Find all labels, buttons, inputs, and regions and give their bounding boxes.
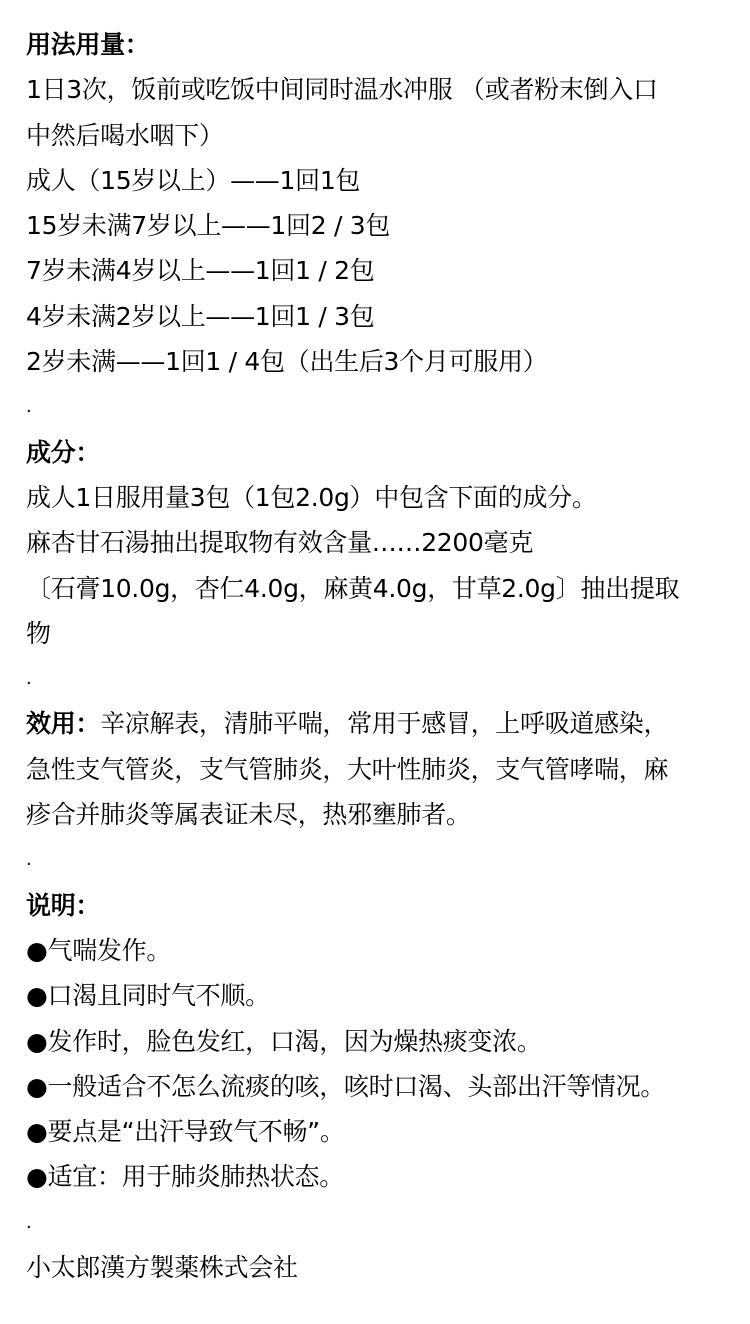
- usage-line: 4岁未满2岁以上——1回1 / 3包: [26, 301, 375, 331]
- description-item: ●一般适合不怎么流痰的咳，咳时口渴、头部出汗等情况。: [26, 1071, 666, 1101]
- usage-line: 成人（15岁以上）——1回1包: [26, 165, 361, 195]
- separator-dot: .: [26, 849, 32, 871]
- description-item: ●适宜：用于肺炎肺热状态。: [26, 1162, 344, 1192]
- company-name: 小太郎漢方製薬株式会社: [26, 1253, 298, 1283]
- separator-dot: .: [26, 1211, 32, 1233]
- description-item: ●要点是“出汗导致气不畅”。: [26, 1117, 345, 1147]
- ingredients-line: 成人1日服用量3包（1包2.0g）中包含下面的成分。: [26, 482, 597, 512]
- description-item: ●口渴且同时气不顺。: [26, 981, 270, 1011]
- separator-dot: .: [26, 668, 32, 690]
- usage-line: 2岁未满——1回1 / 4包（出生后3个月可服用）: [26, 347, 548, 377]
- ingredients-line: 物: [26, 618, 51, 648]
- separator-dot: .: [26, 396, 32, 418]
- efficacy-line: 急性支气管炎，支气管肺炎，大叶性肺炎，支气管哮喘，麻: [26, 754, 669, 784]
- usage-line: 15岁未满7岁以上——1回2 / 3包: [26, 211, 391, 241]
- efficacy-heading: 效用：: [26, 709, 101, 739]
- usage-heading: 用法用量：: [26, 30, 150, 59]
- description-heading: 说明：: [26, 890, 101, 920]
- description-item: ●发作时，脸色发红，口渴，因为燥热痰变浓。: [26, 1026, 542, 1056]
- ingredients-line: 〔石膏10.0g，杏仁4.0g，麻黄4.0g，甘草2.0g〕抽出提取: [26, 573, 680, 603]
- efficacy-line: 疹合并肺炎等属表证未尽，热邪壅肺者。: [26, 800, 471, 830]
- efficacy-first-line: [26, 701, 730, 746]
- usage-line: 1日3次，饭前或吃饭中间同时温水冲服 （或者粉末倒入口: [26, 75, 658, 105]
- efficacy-text: 辛凉解表，清肺平喘，常用于感冒，上呼吸道感染，: [100, 709, 669, 739]
- usage-line: 7岁未满4岁以上——1回1 / 2包: [26, 256, 375, 286]
- ingredients-heading: 成分：: [26, 437, 101, 467]
- description-item: ●气喘发作。: [26, 935, 172, 965]
- ingredients-line: 麻杏甘石湯抽出提取物有效含量……2200毫克: [26, 528, 534, 558]
- usage-line: 中然后喝水咽下）: [26, 120, 224, 150]
